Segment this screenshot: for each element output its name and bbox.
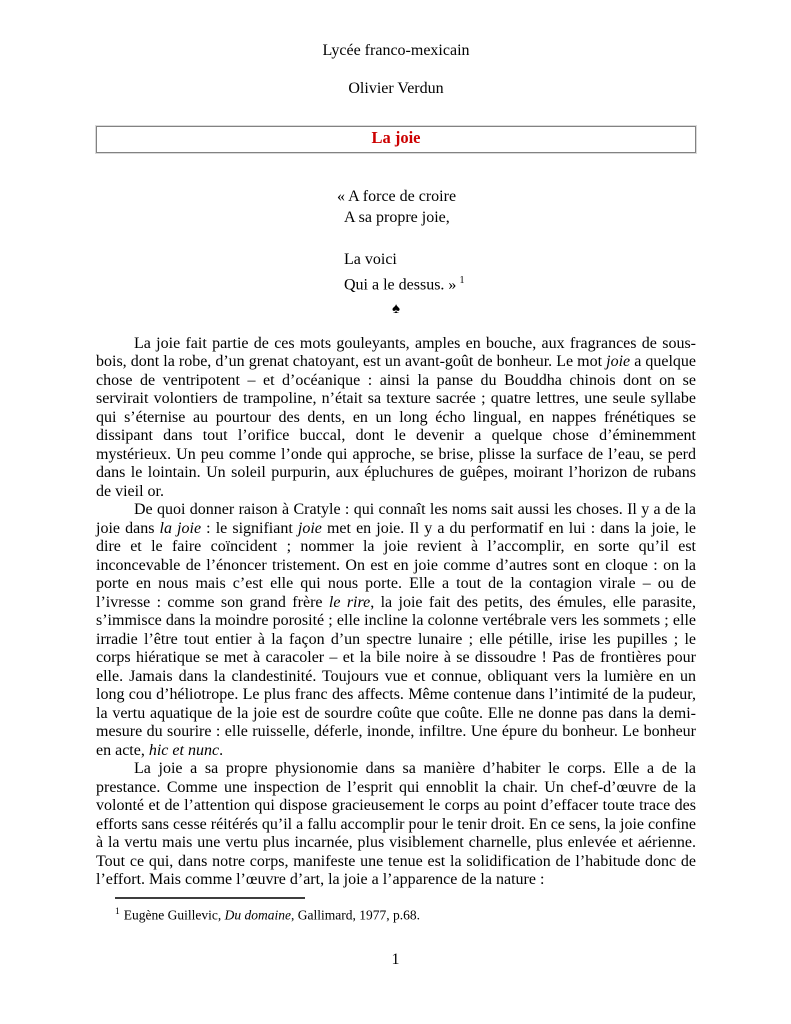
epigraph-line-text: Qui a le dessus. » xyxy=(344,275,457,293)
paragraph: De quoi donner raison à Cratyle : qui connaît les noms sait aussi les choses. Il y a de la joie dans la joie : le signifiant joie met en joie. Il y a du performatif en lui : dans la joie, le dire et le faire coïncident ; nommer la joie revient à l’accomplir, en sorte qu’il est inconcevable de l’énoncer tristement. On est en joie comme d’autres sont en cloque : on la porte en nous mais c’est elle qui nous porte. Elle a tout de la contagion virale – ou de l’ivresse : comme son grand frère le rire, la joie fait des petits, des émules, elle parasite, s’immisce dans la moindre porosité ; elle incline la colonne vertébrale vers les sommets ; elle irradie l’être tout entier à la façon d’un spectre lunaire ; elle pétille, irise les pupilles ; le corps hiératique se met à caracoler – et la bile noire à se dissoudre ! Pas de frontières pour elle. Jamais dans la clandestinité. Toujours vue et connue, obliquant vers la lumière en un long cou d’héliotrope. Le plus franc des affects. Même contenue dans l’intimité de la pudeur, la vertu aquatique de la joie est de sourdre coûte que coûte. Elle ne donne pas dans la demi-mesure du sourire : elle ruisselle, déferle, inonde, infiltre. Une épure du bonheur. Le bonheur en acte, hic et nunc. xyxy=(96,501,697,759)
footnote-separator xyxy=(115,897,305,899)
page-content xyxy=(96,0,696,890)
epigraph-line xyxy=(337,270,696,295)
epigraph-line: A sa propre joie, xyxy=(344,208,450,226)
page-number: 1 xyxy=(391,951,400,968)
paragraph: La joie fait partie de ces mots gouleyants, amples en bouche, aux fragrances de sous-bois, dont la robe, d’un grenat chatoyant, est un avant-goût de bonheur. Le mot joie a quelque chose de ventripotent – et d’océanique : ainsi la panse du Bouddha chinois dont on se servirait volontiers de trampoline, n’était sa texture sacrée ; quatre lettres, une seule syllabe qui s’éternise au pourtour des dents, en un long écho lingual, en nappes frénétiques se dissipant dans tout l’orifice buccal, dont le devenir a quelque chose d’éminemment mystérieux. Un peu comme l’onde qui approche, se brise, plisse la surface de l’eau, se perd dans le lointain. Un soleil purpurin, aux épluchures de guêpes, moirant l’horizon de rubans de vieil or. xyxy=(96,334,697,500)
title-box xyxy=(96,126,696,153)
institution-line: Lycée franco-mexicain xyxy=(322,42,470,59)
footnote-text: Eugène Guillevic, Du domaine, Gallimard, 1977, p.68. xyxy=(123,907,420,923)
spade-ornament-icon: ♠ xyxy=(392,300,400,317)
footnote-area xyxy=(115,897,675,924)
footnote-marker: 1 xyxy=(115,907,120,917)
document-title: La joie xyxy=(371,128,421,147)
paragraph: La joie a sa propre physionomie dans sa manière d’habiter le corps. Elle a de la prestance. Comme une inspection de l’esprit qui ennoblit la chair. Un chef-d’œuvre de la volonté et de l’attention qui dispose gracieusement le corps au point d’effacer toute trace des efforts sans cesse réitérés qu’il a fallu accomplir pour le tenir droit. En ce sens, la joie confine à la vertu mais une vertu plus incarnée, plus visiblement charnelle, plus enlevée et aérienne. Tout ce qui, dans notre corps, manifeste une tenue est la solidification de l’habitude donc de l’effort. Mais comme l’œuvre d’art, la joie a l’apparence de la nature : xyxy=(96,760,696,889)
epigraph-blank-line xyxy=(337,228,696,249)
author-line: Olivier Verdun xyxy=(348,79,444,97)
epigraph-quote xyxy=(337,186,696,295)
epigraph-line: « A force de croire xyxy=(337,187,457,205)
epigraph-line: La voici xyxy=(344,250,397,268)
footnote xyxy=(115,904,675,924)
essay-body xyxy=(96,335,696,890)
footnote-reference: 1 xyxy=(459,274,465,286)
